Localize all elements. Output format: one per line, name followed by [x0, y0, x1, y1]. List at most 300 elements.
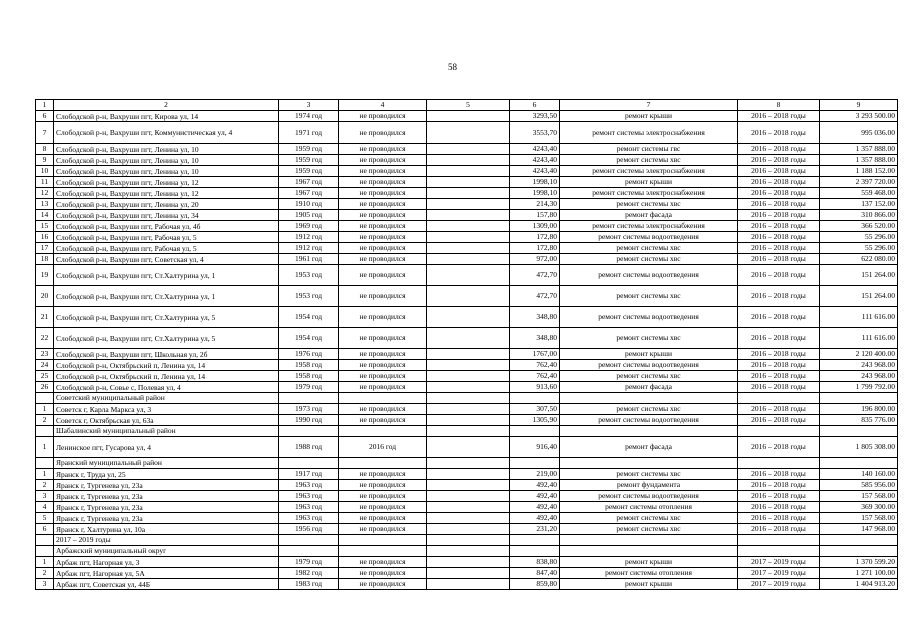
section-empty-cell: [820, 535, 898, 546]
area-cell: 307,50: [510, 404, 560, 415]
row-number-cell: 13: [36, 199, 54, 210]
period-cell: 2016 – 2018 годы: [738, 437, 820, 458]
table-row: [36, 155, 898, 166]
cost-cell: 310 866.00: [820, 210, 898, 221]
table-row: [36, 349, 898, 360]
period-cell: 2016 – 2018 годы: [738, 265, 820, 286]
last-repair-cell: не проводился: [339, 328, 427, 349]
work-type-cell: ремонт крыши: [560, 177, 738, 188]
area-cell: 219,00: [510, 469, 560, 480]
header-cell: 6: [510, 100, 560, 111]
section-empty-cell: [427, 426, 510, 437]
period-cell: 2016 – 2018 годы: [738, 524, 820, 535]
cost-cell: 1 357 888.00: [820, 144, 898, 155]
row-number-cell: 15: [36, 221, 54, 232]
year-built-cell: 1967 год: [279, 188, 339, 199]
column-5-cell: [427, 524, 510, 535]
column-5-cell: [427, 155, 510, 166]
column-5-cell: [427, 144, 510, 155]
table-row: [36, 254, 898, 265]
year-built-cell: 1963 год: [279, 480, 339, 491]
row-number-cell: 1: [36, 404, 54, 415]
row-number-cell: 20: [36, 286, 54, 307]
section-title: Советский муниципальный район: [54, 393, 279, 404]
period-cell: 2017 – 2019 годы: [738, 557, 820, 568]
year-built-cell: 1912 год: [279, 243, 339, 254]
address-cell: Слободской р-н, Вахруши пгт, Кирова ул, 14: [54, 111, 279, 122]
year-built-cell: 1963 год: [279, 491, 339, 502]
period-cell: 2016 – 2018 годы: [738, 166, 820, 177]
cost-cell: 196 800.00: [820, 404, 898, 415]
header-cell: 4: [339, 100, 427, 111]
work-type-cell: ремонт системы хвс: [560, 155, 738, 166]
section-row: [36, 546, 898, 557]
column-5-cell: [427, 265, 510, 286]
row-number-cell: 25: [36, 371, 54, 382]
address-cell: Арбаж пгт, Советская ул, 44Б: [54, 579, 279, 590]
period-cell: 2016 – 2018 годы: [738, 286, 820, 307]
year-built-cell: 1990 год: [279, 415, 339, 426]
row-number-cell: 9: [36, 155, 54, 166]
last-repair-cell: не проводился: [339, 491, 427, 502]
table-row: [36, 122, 898, 144]
column-5-cell: [427, 232, 510, 243]
period-cell: 2016 – 2018 годы: [738, 243, 820, 254]
cost-cell: 1 805 308.00: [820, 437, 898, 458]
section-row: [36, 393, 898, 404]
work-type-cell: ремонт системы хвс: [560, 328, 738, 349]
period-cell: 2016 – 2018 годы: [738, 502, 820, 513]
cost-cell: 137 152.00: [820, 199, 898, 210]
cost-cell: 1 188 152.00: [820, 166, 898, 177]
period-cell: 2016 – 2018 годы: [738, 199, 820, 210]
table-row: [36, 243, 898, 254]
work-type-cell: ремонт системы водоотведения: [560, 232, 738, 243]
row-number-cell: 11: [36, 177, 54, 188]
section-empty-cell: [820, 426, 898, 437]
address-cell: Слободской р-н, Вахруши пгт, Ленина ул, 10: [54, 155, 279, 166]
section-empty-cell: [560, 426, 738, 437]
table-row: [36, 177, 898, 188]
work-type-cell: ремонт системы водоотведения: [560, 415, 738, 426]
cost-cell: 243 968.00: [820, 371, 898, 382]
cost-cell: 366 520.00: [820, 221, 898, 232]
section-empty-cell: [560, 546, 738, 557]
work-type-cell: ремонт крыши: [560, 111, 738, 122]
table-row: [36, 524, 898, 535]
table-row: [36, 360, 898, 371]
work-type-cell: ремонт крыши: [560, 579, 738, 590]
year-built-cell: 1959 год: [279, 155, 339, 166]
section-empty-cell: [738, 393, 820, 404]
section-empty-cell: [820, 393, 898, 404]
year-built-cell: 1963 год: [279, 502, 339, 513]
address-cell: Слободской р-н, Вахруши пгт, Коммунистическая ул, 4: [54, 122, 279, 144]
work-type-cell: ремонт фасада: [560, 437, 738, 458]
period-cell: 2016 – 2018 годы: [738, 111, 820, 122]
header-cell: 8: [738, 100, 820, 111]
year-built-cell: 1969 год: [279, 221, 339, 232]
area-cell: 847,40: [510, 568, 560, 579]
area-cell: 472,70: [510, 265, 560, 286]
year-built-cell: 1953 год: [279, 286, 339, 307]
section-title: Яранский муниципальный район: [54, 458, 279, 469]
year-built-cell: 1973 год: [279, 404, 339, 415]
work-type-cell: ремонт крыши: [560, 557, 738, 568]
section-empty-cell: [279, 393, 339, 404]
section-title: Арбажский муниципальный округ: [54, 546, 279, 557]
column-5-cell: [427, 177, 510, 188]
last-repair-cell: не проводился: [339, 166, 427, 177]
area-cell: 3553,70: [510, 122, 560, 144]
year-built-cell: 1958 год: [279, 371, 339, 382]
last-repair-cell: не проводился: [339, 254, 427, 265]
work-type-cell: ремонт системы электроснабжения: [560, 166, 738, 177]
column-5-cell: [427, 307, 510, 328]
cost-cell: 140 160.00: [820, 469, 898, 480]
area-cell: 214,30: [510, 199, 560, 210]
section-empty-cell: [820, 546, 898, 557]
row-number-cell: 6: [36, 111, 54, 122]
area-cell: 492,40: [510, 502, 560, 513]
row-number-cell: 2: [36, 480, 54, 491]
area-cell: 3293,50: [510, 111, 560, 122]
period-cell: 2016 – 2018 годы: [738, 371, 820, 382]
column-5-cell: [427, 371, 510, 382]
section-empty-cell: [279, 546, 339, 557]
address-cell: Яранск г, Халтурина ул, 10а: [54, 524, 279, 535]
section-empty-cell: [738, 535, 820, 546]
year-built-cell: 1979 год: [279, 557, 339, 568]
section-empty-cell: [36, 535, 54, 546]
area-cell: 231,20: [510, 524, 560, 535]
last-repair-cell: не проводился: [339, 480, 427, 491]
table-row: [36, 210, 898, 221]
period-cell: 2016 – 2018 годы: [738, 122, 820, 144]
section-empty-cell: [36, 458, 54, 469]
column-5-cell: [427, 480, 510, 491]
area-cell: 916,40: [510, 437, 560, 458]
table-row: [36, 221, 898, 232]
address-cell: Слободской р-н, Вахруши пгт, Ленина ул, 34: [54, 210, 279, 221]
section-empty-cell: [36, 546, 54, 557]
table-row: [36, 371, 898, 382]
address-cell: Слободской р-н, Вахруши пгт, Рабочая ул, 5: [54, 243, 279, 254]
last-repair-cell: не проводился: [339, 382, 427, 393]
last-repair-cell: не проводился: [339, 188, 427, 199]
table-header-row: [36, 100, 898, 111]
column-5-cell: [427, 328, 510, 349]
last-repair-cell: не проводился: [339, 568, 427, 579]
cost-cell: 2 120 400.00: [820, 349, 898, 360]
area-cell: 492,40: [510, 480, 560, 491]
cost-cell: 622 080.00: [820, 254, 898, 265]
table-row: [36, 502, 898, 513]
row-number-cell: 14: [36, 210, 54, 221]
address-cell: Слободской р-н, Октябрьский п, Ленина ул, 14: [54, 360, 279, 371]
section-empty-cell: [738, 458, 820, 469]
column-5-cell: [427, 404, 510, 415]
area-cell: 492,40: [510, 491, 560, 502]
area-cell: 4243,40: [510, 155, 560, 166]
address-cell: Слободской р-н, Вахруши пгт, Ленина ул, 10: [54, 144, 279, 155]
year-built-cell: 1954 год: [279, 328, 339, 349]
period-cell: 2016 – 2018 годы: [738, 360, 820, 371]
cost-cell: 1 357 888.00: [820, 155, 898, 166]
area-cell: 838,80: [510, 557, 560, 568]
column-5-cell: [427, 210, 510, 221]
section-empty-cell: [279, 535, 339, 546]
area-cell: 1309,00: [510, 221, 560, 232]
address-cell: Яранск г, Труда ул, 25: [54, 469, 279, 480]
cost-cell: 2 397 720.00: [820, 177, 898, 188]
table-row: [36, 199, 898, 210]
address-cell: Ленинское пгт, Гусарова ул, 4: [54, 437, 279, 458]
cost-cell: 835 776.00: [820, 415, 898, 426]
table-row: [36, 232, 898, 243]
row-number-cell: 17: [36, 243, 54, 254]
area-cell: 859,80: [510, 579, 560, 590]
section-empty-cell: [427, 546, 510, 557]
column-5-cell: [427, 469, 510, 480]
period-cell: 2016 – 2018 годы: [738, 232, 820, 243]
row-number-cell: 2: [36, 415, 54, 426]
last-repair-cell: не проводился: [339, 469, 427, 480]
address-cell: Слободской р-н, Вахруши пгт, Ст.Халтурина ул, 1: [54, 265, 279, 286]
column-5-cell: [427, 513, 510, 524]
work-type-cell: ремонт системы отопления: [560, 502, 738, 513]
work-type-cell: ремонт системы хвс: [560, 243, 738, 254]
section-empty-cell: [36, 426, 54, 437]
cost-cell: 55 296.00: [820, 243, 898, 254]
row-number-cell: 12: [36, 188, 54, 199]
table-row: [36, 166, 898, 177]
row-number-cell: 21: [36, 307, 54, 328]
last-repair-cell: не проводился: [339, 210, 427, 221]
year-built-cell: 1974 год: [279, 111, 339, 122]
last-repair-cell: не проводился: [339, 404, 427, 415]
column-5-cell: [427, 254, 510, 265]
address-cell: Арбаж пгт, Нагорная ул, 5А: [54, 568, 279, 579]
period-cell: 2016 – 2018 годы: [738, 210, 820, 221]
section-empty-cell: [339, 393, 427, 404]
work-type-cell: ремонт системы хвс: [560, 371, 738, 382]
row-number-cell: 8: [36, 144, 54, 155]
work-type-cell: ремонт системы хвс: [560, 524, 738, 535]
table-row: [36, 568, 898, 579]
cost-cell: 995 036.00: [820, 122, 898, 144]
last-repair-cell: не проводился: [339, 155, 427, 166]
cost-cell: 151 264.00: [820, 265, 898, 286]
area-cell: 492,40: [510, 513, 560, 524]
cost-cell: 151 264.00: [820, 286, 898, 307]
period-cell: 2017 – 2019 годы: [738, 568, 820, 579]
last-repair-cell: не проводился: [339, 513, 427, 524]
column-5-cell: [427, 199, 510, 210]
period-cell: 2017 – 2019 годы: [738, 579, 820, 590]
area-cell: 157,80: [510, 210, 560, 221]
last-repair-cell: не проводился: [339, 221, 427, 232]
period-cell: 2016 – 2018 годы: [738, 307, 820, 328]
section-empty-cell: [738, 546, 820, 557]
period-cell: 2016 – 2018 годы: [738, 328, 820, 349]
period-cell: 2016 – 2018 годы: [738, 349, 820, 360]
area-cell: 913,60: [510, 382, 560, 393]
year-built-cell: 1958 год: [279, 360, 339, 371]
row-number-cell: 24: [36, 360, 54, 371]
year-built-cell: 1988 год: [279, 437, 339, 458]
table-row: [36, 286, 898, 307]
section-empty-cell: [510, 458, 560, 469]
row-number-cell: 1: [36, 437, 54, 458]
last-repair-cell: не проводился: [339, 371, 427, 382]
cost-cell: 1 799 792.00: [820, 382, 898, 393]
cost-cell: 559 468.00: [820, 188, 898, 199]
section-empty-cell: [339, 426, 427, 437]
table-row: [36, 579, 898, 590]
section-empty-cell: [339, 535, 427, 546]
row-number-cell: 18: [36, 254, 54, 265]
cost-cell: 1 404 913.20: [820, 579, 898, 590]
column-5-cell: [427, 111, 510, 122]
section-empty-cell: [510, 426, 560, 437]
last-repair-cell: не проводился: [339, 286, 427, 307]
header-cell: 9: [820, 100, 898, 111]
period-cell: 2016 – 2018 годы: [738, 415, 820, 426]
cost-cell: 157 568.00: [820, 513, 898, 524]
address-cell: Советск г, Октябрьская ул, 63а: [54, 415, 279, 426]
column-5-cell: [427, 188, 510, 199]
column-5-cell: [427, 360, 510, 371]
work-type-cell: ремонт системы водоотведения: [560, 491, 738, 502]
section-empty-cell: [279, 458, 339, 469]
row-number-cell: 5: [36, 513, 54, 524]
table-row: [36, 328, 898, 349]
year-built-cell: 1956 год: [279, 524, 339, 535]
section-empty-cell: [560, 535, 738, 546]
header-cell: 2: [54, 100, 279, 111]
table-row: [36, 382, 898, 393]
work-type-cell: ремонт системы гвс: [560, 144, 738, 155]
last-repair-cell: не проводился: [339, 144, 427, 155]
address-cell: Слободской р-н, Октябрьский п, Ленина ул, 14: [54, 371, 279, 382]
year-built-cell: 1971 год: [279, 122, 339, 144]
last-repair-cell: не проводился: [339, 524, 427, 535]
column-5-cell: [427, 502, 510, 513]
column-5-cell: [427, 491, 510, 502]
row-number-cell: 6: [36, 524, 54, 535]
cost-cell: 3 293 500.00: [820, 111, 898, 122]
section-empty-cell: [820, 458, 898, 469]
address-cell: Слободской р-н, Вахруши пгт, Ст.Халтурина ул, 1: [54, 286, 279, 307]
page-number: 58: [448, 62, 457, 72]
period-cell: 2016 – 2018 годы: [738, 144, 820, 155]
year-built-cell: 1954 год: [279, 307, 339, 328]
period-cell: 2016 – 2018 годы: [738, 221, 820, 232]
area-cell: 4243,40: [510, 144, 560, 155]
year-built-cell: 1961 год: [279, 254, 339, 265]
address-cell: Слободской р-н, Вахруши пгт, Ст.Халтурина ул, 5: [54, 307, 279, 328]
cost-cell: 157 568.00: [820, 491, 898, 502]
work-type-cell: ремонт системы водоотведения: [560, 307, 738, 328]
address-cell: Слободской р-н, Вахруши пгт, Ленина ул, 12: [54, 177, 279, 188]
last-repair-cell: не проводился: [339, 502, 427, 513]
last-repair-cell: не проводился: [339, 232, 427, 243]
section-empty-cell: [427, 535, 510, 546]
table-row: [36, 415, 898, 426]
cost-cell: 111 616.00: [820, 328, 898, 349]
section-empty-cell: [510, 535, 560, 546]
row-number-cell: 23: [36, 349, 54, 360]
work-type-cell: ремонт фундамента: [560, 480, 738, 491]
year-built-cell: 1983 год: [279, 579, 339, 590]
work-type-cell: ремонт системы водоотведения: [560, 265, 738, 286]
cost-cell: 55 296.00: [820, 232, 898, 243]
row-number-cell: 10: [36, 166, 54, 177]
row-number-cell: 1: [36, 557, 54, 568]
period-cell: 2016 – 2018 годы: [738, 177, 820, 188]
work-type-cell: ремонт фасада: [560, 382, 738, 393]
address-cell: Слободской р-н, Вахруши пгт, Ленина ул, 12: [54, 188, 279, 199]
table-row: [36, 188, 898, 199]
area-cell: 762,40: [510, 371, 560, 382]
row-number-cell: 3: [36, 579, 54, 590]
column-5-cell: [427, 557, 510, 568]
last-repair-cell: не проводился: [339, 557, 427, 568]
address-cell: Яранск г, Тургенева ул, 23а: [54, 502, 279, 513]
header-cell: 7: [560, 100, 738, 111]
address-cell: Слободской р-н, Совье с, Полевая ул, 4: [54, 382, 279, 393]
section-title: 2017 – 2019 годы: [54, 535, 279, 546]
address-cell: Арбаж пгт, Нагорная ул, 3: [54, 557, 279, 568]
row-number-cell: 3: [36, 491, 54, 502]
cost-cell: 369 300.00: [820, 502, 898, 513]
last-repair-cell: не проводился: [339, 579, 427, 590]
section-row: [36, 426, 898, 437]
header-cell: 1: [36, 100, 54, 111]
area-cell: 172,80: [510, 243, 560, 254]
table-row: [36, 144, 898, 155]
address-cell: Слободской р-н, Вахруши пгт, Советская ул, 4: [54, 254, 279, 265]
section-empty-cell: [339, 458, 427, 469]
work-type-cell: ремонт крыши: [560, 349, 738, 360]
section-empty-cell: [510, 393, 560, 404]
area-cell: 1998,10: [510, 177, 560, 188]
last-repair-cell: не проводился: [339, 177, 427, 188]
column-5-cell: [427, 382, 510, 393]
last-repair-cell: не проводился: [339, 122, 427, 144]
year-built-cell: 1910 год: [279, 199, 339, 210]
work-type-cell: ремонт системы хвс: [560, 404, 738, 415]
address-cell: Советск г, Карла Маркса ул, 3: [54, 404, 279, 415]
section-empty-cell: [427, 458, 510, 469]
area-cell: 762,40: [510, 360, 560, 371]
year-built-cell: 1905 год: [279, 210, 339, 221]
area-cell: 172,80: [510, 232, 560, 243]
year-built-cell: 1959 год: [279, 144, 339, 155]
work-type-cell: ремонт системы отопления: [560, 568, 738, 579]
address-cell: Слободской р-н, Вахруши пгт, Ленина ул, 10: [54, 166, 279, 177]
section-empty-cell: [510, 546, 560, 557]
column-5-cell: [427, 243, 510, 254]
row-number-cell: 22: [36, 328, 54, 349]
table-row: [36, 404, 898, 415]
cost-cell: 585 956.00: [820, 480, 898, 491]
area-cell: 972,00: [510, 254, 560, 265]
year-built-cell: 1959 год: [279, 166, 339, 177]
period-cell: 2016 – 2018 годы: [738, 254, 820, 265]
area-cell: 472,70: [510, 286, 560, 307]
